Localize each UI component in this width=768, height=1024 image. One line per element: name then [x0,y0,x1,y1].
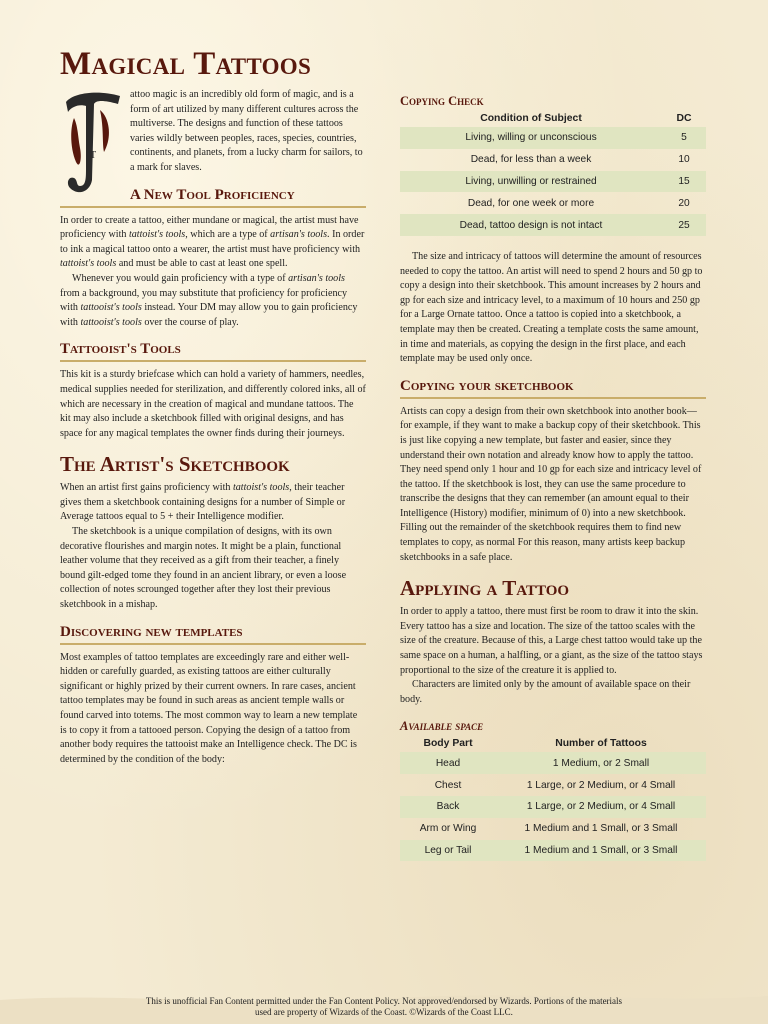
footer-line-1: This is unofficial Fan Content permitted under the Fan Content Policy. Not approved/endorsed by Wizards. Portions of the materials [145,996,623,1006]
table-cell: 20 [678,197,690,209]
right-column [400,94,706,861]
copy-sketchbook-paragraph: Artists can copy a design from their own sketchbook into another book— for example, if they want to make a backup copy of their sketchbook. This is just like copying a new template, but faster and easier, since they understand their own notation and already know how to apply the tattoo. They need spend only 1 hour and 10 gp for each size and intricacy level of the tattoo. If the sketchbook is lost, they can use the same procedure to transcribe the designs that they can remember (an amount equal to their Intelligence (History) modifier, minimum of 0) into a new sketchbook. Filling out the remainder of the sketchbook requires them to find new templates to copy, as normal For this reason, many artists keep backup sketchbooks in a safe place. [400,405,702,563]
sketchbook-paragraph-1: When an artist first gains proficiency with tattoist's tools, their teacher gives them a sketchbook containing designs for a number of Simple or Average tattoos equal to 5 + their Intelligence modifier. [60,482,346,523]
table-cell: Dead, for less than a week [470,154,592,166]
column-header-condition: Condition of Subject [480,113,582,124]
table-cell: Living, unwilling or restrained [465,175,597,187]
page-title: Magical Tattoos [60,46,312,82]
apply-paragraph-2: Characters are limited only by the amount of available space on their body. [400,679,691,705]
sketchbook-paragraph-2: The sketchbook is a unique compilation of designs, with its own decorative flourishes and margin notes. It might be a plain, functional leather volume that they received as a gift from their teacher, a finely bound gilt-edged tome they found in an ancient library, or even a loose collection of notes scrounged together after they lost their previous sketchbook in a mishap. [60,526,347,611]
apply-paragraph-1: In order to apply a tattoo, there must first be room to draw it into the skin. Every tattoo has a size and location. The size of the tattoo scales with the size of the creature. Because of this, a Large chest tattoo would take up the same space on a human, a halfling, or a giant, as the size of the tattoo stays proportional to the size of the creature it is applied to. [400,606,703,676]
table-row [400,192,706,214]
tool-paragraph-1: In order to create a tattoo, either mundane or magical, the artist must have proficiency with tattoist's tools, which are a type of artisan's tools. In order to ink a magical tattoo onto a wearer, the artist must have proficiency with tattoist's tools and must be able to cast at least one spell. [60,214,365,270]
table-cell: Head [435,757,461,769]
table-row [400,774,706,796]
table-header-row [400,110,706,127]
table-cell: Arm or Wing [419,823,477,835]
table-row [400,796,706,818]
table-cell: 10 [678,154,690,166]
column-header-body-part: Body Part [423,738,473,750]
heading-tattooists-tools: Tattooist's Tools [60,340,366,362]
table-cell: Dead, for one week or more [467,197,595,209]
table-cell: 1 Large, or 2 Medium, or 4 Small [526,801,676,813]
intro-text: attoo magic is an incredibly old form of magic, and is a form of art utilized by many different cultures across the multiverse. The designs and function of these tattoos varies wildly between peoples, races, species, countries, continents, and planets, from a lucky charm for sailors, to a mark for slaves. [130,89,363,173]
table-cell: 1 Medium, or 2 Small [552,757,650,769]
heading-available-space: Available space [400,719,484,734]
table-row [400,752,706,774]
table-cell: Chest [434,779,462,791]
table-row [400,214,706,236]
available-space-table [400,735,706,861]
copy-cost-paragraph: The size and intricacy of tattoos will determine the amount of resources needed to copy the tattoo. An artist will need to spend 2 hours and 50 gp to copy a design into their sketchbook. This amount increases by 2 hours and gp for each size and intricacy level, to a maximum of 10 hours and 250 gp for a Large Ornate tattoo. Once a tattoo is copied into a sketchbook, a template may then be created. Creating a template costs the same amount, in time and materials, as copying the design in the first place, and each template may be used only once. [400,250,703,365]
table-row [400,818,706,840]
table-cell: 1 Large, or 2 Medium, or 4 Small [526,779,676,791]
table-cell: 15 [678,175,690,187]
table-cell: Living, willing or unconscious [465,132,597,144]
heading-applying-tattoo: Applying a Tattoo [400,576,570,601]
heading-discovering-templates: Discovering new templates [60,623,366,645]
heading-new-tool-proficiency: A New Tool Proficiency [60,186,366,208]
footer-line-2: used are property of Wizards of the Coast. ©Wizards of the Coast LLC. [255,1007,513,1017]
table-cell: Dead, tattoo design is not intact [459,219,603,231]
dropcap-t-illumination [60,88,124,198]
footer-legal [0,996,768,1018]
heading-artists-sketchbook: The Artist's Sketchbook [60,452,290,477]
tools-paragraph: This kit is a sturdy briefcase which can hold a variety of hammers, needles, medical supplies needed for sterilization, and differently colored inks, all of which are necessary in the creation of magical and mundane tattoos. The kit may also include a sketchbook filled with original designs, and has space for any magical templates the owner finds during their journeys. [60,369,366,439]
table-cell: 1 Medium and 1 Small, or 3 Small [524,823,678,835]
heading-copying-check: Copying Check [400,94,484,108]
column-header-dc: DC [676,113,692,124]
table-row [400,149,706,171]
table-row [400,840,706,862]
table-cell: 1 Medium and 1 Small, or 3 Small [524,845,678,856]
svg-text:T: T [90,150,97,161]
copying-check-table [400,110,706,236]
intro-block [60,88,366,176]
column-header-number-of-tattoos: Number of Tattoos [555,738,647,750]
table-cell: 5 [681,132,687,144]
tool-paragraph-2: Whenever you would gain proficiency with a type of artisan's tools from a background, you may substitute that proficiency for proficiency with tattooist's tools instead. Your DM may allow you to gain proficiency with tattooist's tools over the course of play. [60,272,358,328]
table-cell: Back [436,801,460,813]
table-header-row [400,735,706,752]
table-row [400,127,706,149]
heading-copying-sketchbook: Copying your sketchbook [400,377,706,399]
discover-paragraph: Most examples of tattoo templates are exceedingly rare and either well-hidden or carefully guarded, as existing tattoos are either culturally significant or highly prized by their current owners. In rare cases, ancient tattoo templates may be found in such areas as ancient temple walls or found carved into totems. The most common way to learn a new template is to copy it from a tattooed person. Copying the design of a tattoo from another body requires the tattooist make an Intelligence check. The DC is determined by the condition of the body: [60,651,358,765]
left-column [60,40,366,767]
table-cell: Leg or Tail [424,845,472,856]
table-row [400,171,706,193]
table-cell: 25 [678,219,690,231]
